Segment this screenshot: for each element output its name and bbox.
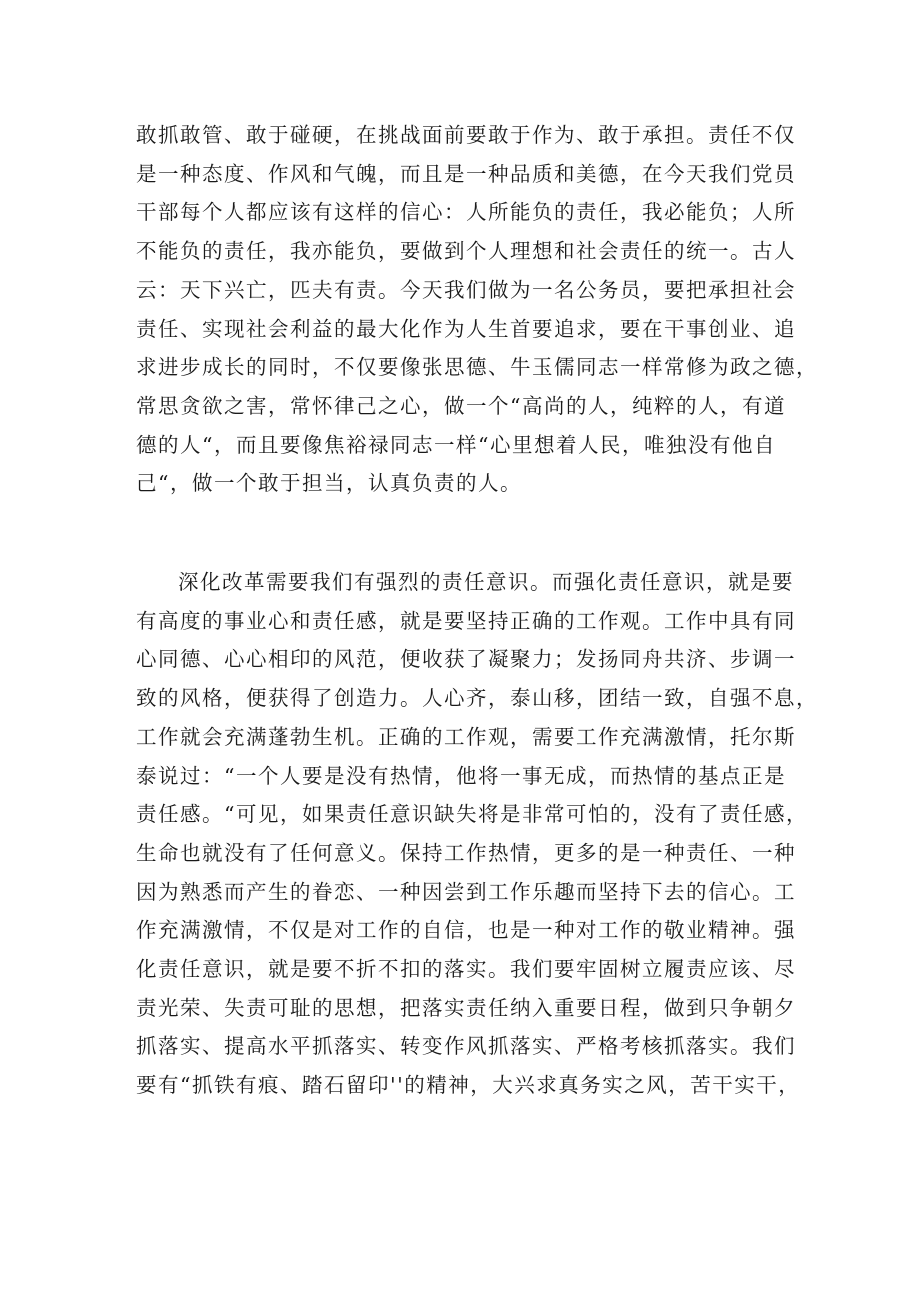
text-line: 常思贪欲之害，常怀律己之心，做一个“高尚的人，纯粹的人，有道 [136,393,786,418]
text-line-first: 深化改革需要我们有强烈的责任意识。而强化责任意识，就是要 [178,570,794,594]
text-line: 求进步成长的同时，不仅要像张思德、牛玉儒同志一样常修为政之德， [136,355,818,380]
text-line: 是一种态度、作风和气魄，而且是一种品质和美德，在今天我们党员 [136,161,796,186]
text-line: 德的人“，而且要像焦裕禄同志一样“心里想着人民，唯独没有他自 [136,432,776,457]
text-line: 化责任意识，就是要不折不扣的落实。我们要牢固树立履责应该、尽 [136,957,796,982]
text-line: 不能负的责任，我亦能负，要做到个人理想和社会责任的统一。古人 [136,239,796,264]
text-line: 工作就会充满蓬勃生机。正确的工作观，需要工作充满激情，托尔斯 [136,724,796,749]
text-line: 有高度的事业心和责任感，就是要坚持正确的工作观。工作中具有同 [136,608,796,633]
text-line: 致的风格，便获得了创造力。人心齐，泰山移，团结一致，自强不息， [136,686,818,711]
text-line: 云：天下兴亡，匹夫有责。今天我们做为一名公务员，要把承担社会 [136,277,796,302]
text-line: 干部每个人都应该有这样的信心：人所能负的责任，我必能负；人所 [136,200,796,225]
text-line: 作充满激情，不仅是对工作的自信，也是一种对工作的敬业精神。强 [136,918,796,943]
text-line: 己“，做一个敢于担当，认真负责的人。 [136,471,522,496]
text-line: 责光荣、失责可耻的思想，把落实责任纳入重要日程，做到只争朝夕 [136,995,796,1020]
text-line: 因为熟悉而产生的眷恋、一种因尝到工作乐趣而坚持下去的信心。工 [136,879,796,904]
paragraph-2 [136,563,818,1105]
text-line: 敢抓敢管、敢于碰硬，在挑战面前要敢于作为、敢于承担。责任不仅 [136,123,796,147]
text-line: 要有“抓铁有痕、踏石留印''的精神，大兴求真务实之风，苦干实干， [136,1073,801,1098]
text-line: 生命也就没有了任何意义。保持工作热情，更多的是一种责任、一种 [136,840,796,865]
text-line: 泰说过：“一个人要是没有热情，他将一事无成，而热情的基点正是 [136,763,786,788]
paragraph-1 [136,116,818,503]
text-line: 责任、实现社会利益的最大化作为人生首要追求，要在干事创业、追 [136,316,796,341]
text-line: 心同德、心心相印的风范，便收获了凝聚力；发扬同舟共济、步调一 [136,647,796,672]
text-line: 责任感。“可见，如果责任意识缺失将是非常可怕的，没有了责任感， [136,802,808,827]
text-line: 抓落实、提高水平抓落实、转变作风抓落实、严格考核抓落实。我们 [136,1034,796,1059]
